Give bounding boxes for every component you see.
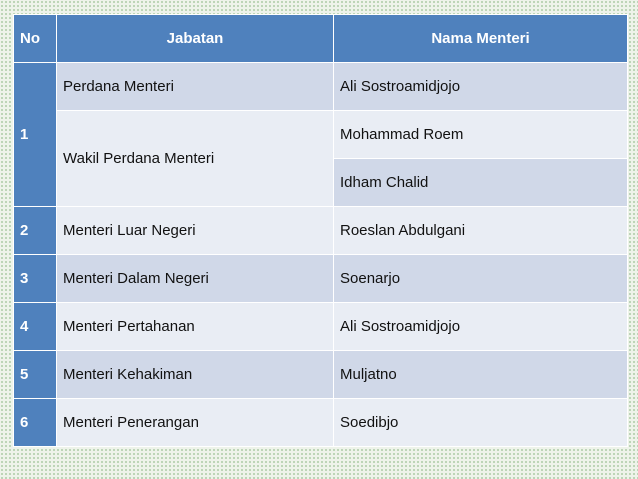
table-row <box>14 351 628 399</box>
row-number: 3 <box>14 255 57 303</box>
table-row <box>14 255 628 303</box>
row-number: 1 <box>14 63 57 207</box>
header-jabatan: Jabatan <box>57 15 334 63</box>
nama-cell: Soenarjo <box>334 255 628 303</box>
table-row <box>14 63 628 111</box>
nama-cell: Roeslan Abdulgani <box>334 207 628 255</box>
row-number: 4 <box>14 303 57 351</box>
jabatan-cell: Menteri Pertahanan <box>57 303 334 351</box>
row-number: 2 <box>14 207 57 255</box>
table-row <box>14 111 628 159</box>
nama-cell: Muljatno <box>334 351 628 399</box>
jabatan-cell: Wakil Perdana Menteri <box>57 111 334 207</box>
row-number: 5 <box>14 351 57 399</box>
table-row <box>14 399 628 447</box>
nama-cell: Idham Chalid <box>334 159 628 207</box>
jabatan-cell: Menteri Dalam Negeri <box>57 255 334 303</box>
header-no: No <box>14 15 57 63</box>
jabatan-cell: Perdana Menteri <box>57 63 334 111</box>
row-number: 6 <box>14 399 57 447</box>
jabatan-cell: Menteri Luar Negeri <box>57 207 334 255</box>
table-row <box>14 303 628 351</box>
header-nama-menteri: Nama Menteri <box>334 15 628 63</box>
nama-cell: Soedibjo <box>334 399 628 447</box>
jabatan-cell: Menteri Penerangan <box>57 399 334 447</box>
header-row <box>14 15 628 63</box>
jabatan-cell: Menteri Kehakiman <box>57 351 334 399</box>
minister-table <box>13 14 628 447</box>
nama-cell: Ali Sostroamidjojo <box>334 63 628 111</box>
table-row <box>14 207 628 255</box>
nama-cell: Mohammad Roem <box>334 111 628 159</box>
nama-cell: Ali Sostroamidjojo <box>334 303 628 351</box>
